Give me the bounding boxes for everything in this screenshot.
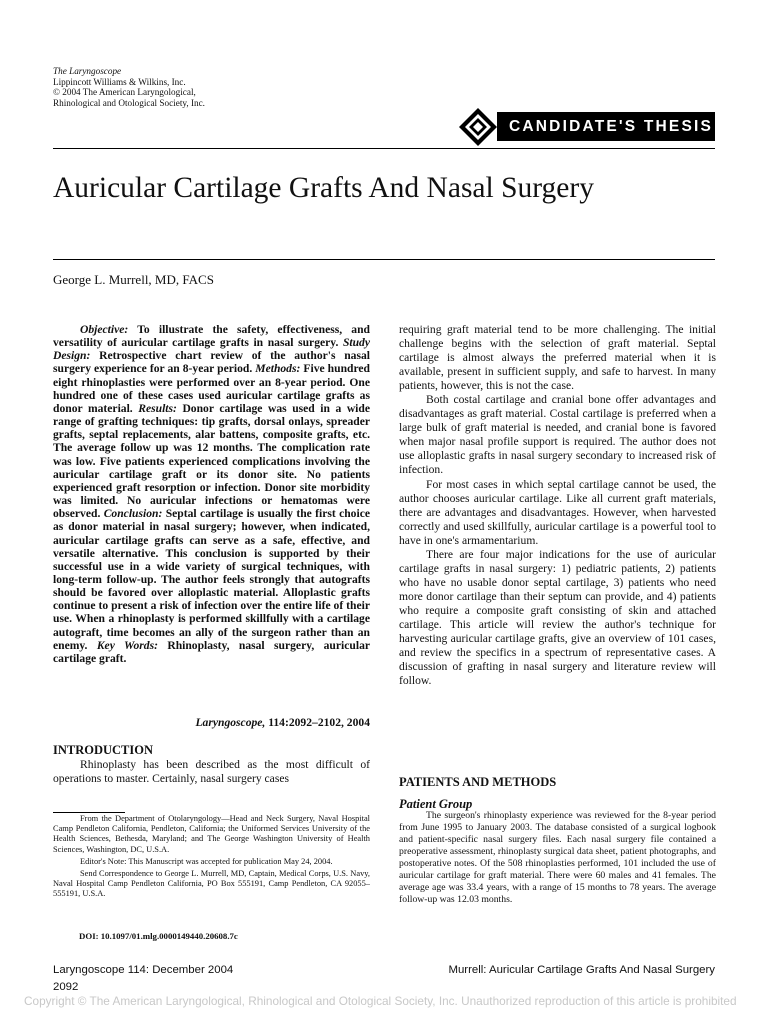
objective-label: Objective: — [80, 323, 129, 336]
design-text: Retrospective chart review of the author's nasal surgery experience for an 8-year period. — [53, 349, 370, 376]
copyright-line-2: Rhinological and Otological Society, Inc. — [53, 97, 205, 108]
citation-details: 114:2092–2102, 2004 — [265, 716, 370, 729]
introduction-heading: INTRODUCTION — [53, 743, 154, 757]
footnote-affiliation: From the Department of Otolaryngology—Head and Neck Surgery, Naval Hospital Camp Pendleton California, Pendleton, California; the Uniformed Services University of the Health Sciences, Bethesda, Maryland; and The George Washington University of Health Sciences, Washington, DC, U.S.A. — [53, 814, 370, 854]
methods-label: Methods: — [255, 362, 301, 376]
top-divider — [53, 148, 715, 149]
paragraph: Both costal cartilage and cranial bone offer advantages and disadvantages as graft material. Costal cartilage is preferred when a large bulk of graft material is needed, and cranial bone is favored when major nasal profile support is required. The author does not use alloplastic grafts in nasal surgery secondary to increased risk of infection. — [399, 393, 716, 477]
footnotes — [53, 814, 370, 902]
paragraph: For most cases in which septal cartilage cannot be used, the author chooses auricular cartilage. Like all current graft materials, there are advantages and disadvantages. However, when harvested correctly and used skillfully, auricular cartilage is a powerful tool to have in one's armamentarium. — [399, 477, 716, 547]
methods-text: Five hundred eight rhinoplasties were performed over an 8-year period. One hundred one of these cases used auricular cartilage grafts as donor material. — [53, 362, 370, 415]
publisher: Lippincott Williams & Wilkins, Inc. — [53, 76, 186, 87]
footnote-correspondence: Send Correspondence to George L. Murrell, MD, Captain, Medical Corps, U.S. Navy, Naval Hospital Camp Pendleton California, PO Box 555191, Camp Pendleton, CA 92055–555191, U.S.A. — [53, 869, 370, 899]
keywords-text: Rhinoplasty, nasal surgery, auricular cartilage graft. — [53, 638, 371, 665]
footnote-divider — [53, 812, 125, 813]
footer-running-title: Murrell: Auricular Cartilage Grafts And Nasal Surgery — [448, 964, 715, 976]
footer-journal-issue: Laryngoscope 114: December 2004 — [53, 964, 234, 976]
results-text: Donor cartilage was used in a wide range of grafting techniques: tip grafts, dorsal onlays, spreader grafts, septal replacements, alar battens, composite grafts, etc. The average follow up was 12 months. The complication rate was low. Five patients experienced complications involving the auricular cartilage graft or its donor site. No patients experienced graft resorption or infection. Donor site morbidity was limited. No auricular infections or hematomas were observed. — [53, 401, 371, 521]
design-label: Study Design: — [53, 336, 370, 363]
diamond-logo-icon — [459, 108, 497, 146]
keywords-label: Key Words: — [96, 638, 158, 652]
conclusion-label: Conclusion: — [103, 507, 163, 521]
conclusion-text: Septal cartilage is usually the first choice as donor material in nasal surgery; however, when indicated, auricular cartilage grafts can serve as a safe, effective, and versatile alternative. This conclusion is supported by their successful use in a wide variety of surgical techniques, with long-term follow-up. The author feels strongly that autografts should be favored over alloplastic material. Alloplastic grafts continue to present a risk of infection over the entire life of their use. When a rhinoplasty is performed skillfully with a cartilage autograft, time becomes an ally of the surgeon rather than an enemy. — [53, 507, 370, 652]
page-number: 2092 — [53, 981, 79, 993]
author-line: George L. Murrell, MD, FACS — [53, 272, 214, 287]
candidates-thesis-banner: CANDIDATE'S THESIS — [497, 112, 715, 141]
title-divider — [53, 259, 715, 260]
footnote-editor-note: Editor's Note: This Manuscript was accepted for publication May 24, 2004. — [80, 856, 333, 866]
doi: DOI: 10.1097/01.mlg.0000149440.20608.7c — [79, 931, 238, 941]
patients-methods-heading: PATIENTS AND METHODS — [399, 775, 557, 789]
citation-journal: Laryngoscope, — [195, 716, 266, 729]
article-title: Auricular Cartilage Grafts And Nasal Surgery — [53, 172, 594, 204]
journal-info — [53, 66, 205, 108]
citation — [53, 716, 370, 729]
right-column-body — [399, 323, 716, 688]
objective-text: To illustrate the safety, effectiveness, and versatility of auricular cartilage grafts in nasal surgery. — [53, 323, 370, 350]
journal-name: The Laryngoscope — [53, 66, 122, 76]
paragraph: There are four major indications for the use of auricular cartilage grafts in nasal surgery: 1) pediatric patients, 2) patients who have no usable donor septal cartilage, 3) patients who need more donor cartilage than their septum can provide, and 4) patients who require a composite graft consisting of skin and attached cartilage. This article will review the author's technique for harvesting auricular cartilage grafts, give an overview of 101 cases, and review the specifics in a spectrum of representative cases. A discussion of grafting in nasal surgery and literature review will follow. — [399, 547, 716, 688]
copyright-line-1: © 2004 The American Laryngological, — [53, 87, 196, 97]
paragraph: requiring graft material tend to be more challenging. The initial challenge begins with the selection of graft material. Septal cartilage is almost always the preferred material when it is available, present in sufficient supply, and safe to harvest. In many patients, however, this is not the case. — [399, 323, 716, 393]
abstract — [53, 323, 370, 665]
introduction-text: Rhinoplasty has been described as the most difficult of operations to master. Certainly, nasal surgery cases — [53, 758, 370, 785]
results-label: Results: — [138, 401, 177, 415]
patient-group-text: The surgeon's rhinoplasty experience was reviewed for the 8-year period from June 1995 to January 2003. The database consisted of a surgical logbook and patient-specific nasal surgery files. Each nasal surgery file contained a preoperative assessment, rhinoplasty surgical data sheet, patient photographs, and postoperative notes. Of the 508 rhinoplasties performed, 101 included the use of auricular cartilage for graft material. There were 60 males and 41 females. The average age was 33.4 years, with a range of 15 months to 78 years. The average follow-up was 12.03 months. — [399, 810, 716, 905]
patient-group-heading: Patient Group — [399, 797, 473, 811]
copyright-watermark: Copyright © The American Laryngological, Rhinological and Otological Society, Inc. Unauthorized reproduction of this article is prohibited — [24, 994, 737, 1008]
